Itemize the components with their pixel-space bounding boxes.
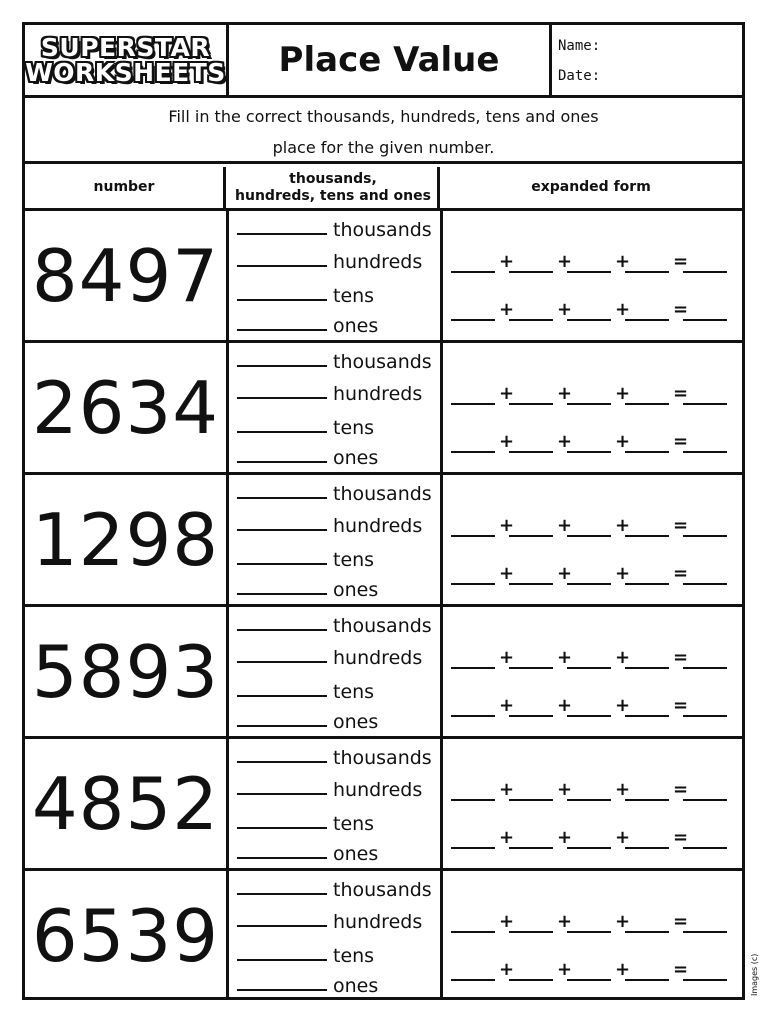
place-value-blanks [229,871,443,1000]
place-line-tens [229,679,440,703]
plus-sign: + [615,827,631,848]
given-number: 1298 [25,475,229,604]
expanded-form-blank[interactable] [451,403,495,405]
equals-sign: = [673,431,689,452]
given-number: 6539 [25,871,229,1000]
expanded-form-equation [451,827,741,853]
worksheet-row [25,607,742,739]
expanded-form-blank[interactable] [683,583,727,585]
equals-sign: = [673,959,689,980]
expanded-form-area [443,607,742,736]
expanded-form-equation [451,911,741,937]
plus-sign: + [499,779,515,800]
expanded-form-blank[interactable] [451,451,495,453]
expanded-form-blank[interactable] [509,535,553,537]
place-line-thousands [229,217,440,241]
place-word: tens [333,681,375,703]
expanded-form-equation [451,299,741,325]
expanded-form-blank[interactable] [451,535,495,537]
expanded-form-blank[interactable] [567,931,611,933]
expanded-form-blank[interactable] [509,451,553,453]
expanded-form-blank[interactable] [683,715,727,717]
place-line-hundreds [229,909,440,933]
expanded-form-blank[interactable] [567,799,611,801]
expanded-form-blank[interactable] [509,931,553,933]
place-word: hundreds [333,383,423,405]
plus-sign: + [557,515,573,536]
answer-blank[interactable] [237,299,327,301]
place-word: tens [333,945,375,967]
plus-sign: + [615,695,631,716]
answer-blank[interactable] [237,461,327,463]
plus-sign: + [499,251,515,272]
expanded-form-equation [451,383,741,409]
answer-blank[interactable] [237,265,327,267]
plus-sign: + [499,299,515,320]
expanded-form-blank[interactable] [683,535,727,537]
expanded-form-area [443,211,742,340]
expanded-form-blank[interactable] [683,403,727,405]
place-line-ones [229,577,440,601]
plus-sign: + [499,911,515,932]
answer-blank[interactable] [237,329,327,331]
plus-sign: + [615,563,631,584]
name-label: Name: [558,38,601,54]
expanded-form-blank[interactable] [683,799,727,801]
plus-sign: + [557,959,573,980]
worksheet-row [25,211,742,343]
answer-blank[interactable] [237,397,327,399]
expanded-form-blank[interactable] [625,799,669,801]
place-word: thousands [333,615,432,637]
answer-blank[interactable] [237,695,327,697]
expanded-form-blank[interactable] [451,271,495,273]
expanded-form-blank[interactable] [683,847,727,849]
answer-blank[interactable] [237,529,327,531]
answer-blank[interactable] [237,661,327,663]
worksheet-row [25,475,742,607]
place-line-hundreds [229,513,440,537]
worksheet-row [25,739,742,871]
name-date-box [552,25,742,95]
instructions-line-1: Fill in the correct thousands, hundreds, tens and ones [168,107,599,126]
place-line-hundreds [229,645,440,669]
plus-sign: + [615,911,631,932]
expanded-form-blank[interactable] [683,451,727,453]
plus-sign: + [615,647,631,668]
date-label: Date: [558,68,601,84]
place-value-blanks [229,607,443,736]
place-word: ones [333,975,379,997]
place-word: hundreds [333,647,423,669]
expanded-form-equation [451,515,741,541]
expanded-form-blank[interactable] [451,667,495,669]
plus-sign: + [499,959,515,980]
expanded-form-area [443,739,742,868]
expanded-form-blank[interactable] [625,667,669,669]
plus-sign: + [499,383,515,404]
column-header-places-line-1: thousands, [289,170,377,187]
expanded-form-blank[interactable] [509,319,553,321]
answer-blank[interactable] [237,857,327,859]
place-line-thousands [229,349,440,373]
plus-sign: + [615,515,631,536]
place-line-tens [229,415,440,439]
expanded-form-blank[interactable] [625,403,669,405]
plus-sign: + [557,911,573,932]
plus-sign: + [615,251,631,272]
equals-sign: = [673,695,689,716]
place-value-blanks [229,343,443,472]
expanded-form-blank[interactable] [625,715,669,717]
place-line-tens [229,943,440,967]
given-number: 8497 [25,211,229,340]
column-header-number: number [25,167,226,208]
plus-sign: + [499,563,515,584]
plus-sign: + [557,779,573,800]
place-line-hundreds [229,777,440,801]
plus-sign: + [557,647,573,668]
expanded-form-area [443,475,742,604]
answer-blank[interactable] [237,431,327,433]
expanded-form-blank[interactable] [625,451,669,453]
expanded-form-blank[interactable] [567,535,611,537]
place-line-tens [229,547,440,571]
place-line-tens [229,811,440,835]
place-line-tens [229,283,440,307]
expanded-form-blank[interactable] [567,583,611,585]
place-line-thousands [229,745,440,769]
expanded-form-blank[interactable] [683,667,727,669]
given-number: 5893 [25,607,229,736]
expanded-form-blank[interactable] [509,667,553,669]
expanded-form-area [443,871,742,1000]
equals-sign: = [673,779,689,800]
plus-sign: + [557,563,573,584]
plus-sign: + [557,383,573,404]
equals-sign: = [673,515,689,536]
expanded-form-blank[interactable] [625,847,669,849]
plus-sign: + [615,779,631,800]
expanded-form-blank[interactable] [567,319,611,321]
answer-blank[interactable] [237,497,327,499]
place-value-blanks [229,475,443,604]
plus-sign: + [615,959,631,980]
answer-blank[interactable] [237,959,327,961]
plus-sign: + [557,299,573,320]
header [25,25,742,98]
place-word: thousands [333,483,432,505]
expanded-form-equation [451,695,741,721]
place-word: tens [333,285,375,307]
expanded-form-blank[interactable] [509,715,553,717]
worksheet-row [25,871,742,1000]
expanded-form-blank[interactable] [451,319,495,321]
page-title: Place Value [229,25,552,95]
place-word: ones [333,315,379,337]
expanded-form-blank[interactable] [451,715,495,717]
place-line-ones [229,445,440,469]
place-word: ones [333,447,379,469]
plus-sign: + [499,431,515,452]
plus-sign: + [499,515,515,536]
column-headers [25,167,742,211]
equals-sign: = [673,911,689,932]
expanded-form-blank[interactable] [567,667,611,669]
place-line-ones [229,313,440,337]
logo-line-2: WORKSHEETS [25,58,226,87]
expanded-form-blank[interactable] [567,271,611,273]
plus-sign: + [557,251,573,272]
plus-sign: + [615,431,631,452]
expanded-form-blank[interactable] [567,979,611,981]
equals-sign: = [673,383,689,404]
expanded-form-blank[interactable] [683,271,727,273]
equals-sign: = [673,827,689,848]
equals-sign: = [673,299,689,320]
plus-sign: + [615,299,631,320]
expanded-form-blank[interactable] [567,715,611,717]
image-credit: Images (c) [750,953,759,996]
expanded-form-blank[interactable] [451,799,495,801]
equals-sign: = [673,251,689,272]
given-number: 4852 [25,739,229,868]
equals-sign: = [673,647,689,668]
given-number: 2634 [25,343,229,472]
expanded-form-equation [451,563,741,589]
expanded-form-blank[interactable] [625,931,669,933]
expanded-form-equation [451,431,741,457]
answer-blank[interactable] [237,989,327,991]
column-header-places-line-2: hundreds, tens and ones [235,187,431,204]
place-word: hundreds [333,779,423,801]
answer-blank[interactable] [237,893,327,895]
plus-sign: + [499,827,515,848]
column-header-expanded: expanded form [531,179,651,195]
place-line-hundreds [229,249,440,273]
place-word: tens [333,417,375,439]
place-word: ones [333,843,379,865]
expanded-form-blank[interactable] [625,979,669,981]
place-word: tens [333,813,375,835]
place-word: ones [333,579,379,601]
place-word: hundreds [333,911,423,933]
column-header-places [229,167,440,208]
expanded-form-equation [451,647,741,673]
worksheet [22,22,745,1000]
expanded-form-blank[interactable] [509,271,553,273]
expanded-form-blank[interactable] [451,979,495,981]
place-word: thousands [333,219,432,241]
answer-blank[interactable] [237,725,327,727]
brand-logo [25,25,229,95]
plus-sign: + [557,431,573,452]
plus-sign: + [499,647,515,668]
expanded-form-blank[interactable] [683,319,727,321]
answer-blank[interactable] [237,365,327,367]
expanded-form-blank[interactable] [625,583,669,585]
place-line-hundreds [229,381,440,405]
place-line-ones [229,973,440,997]
place-word: tens [333,549,375,571]
place-word: thousands [333,351,432,373]
expanded-form-blank[interactable] [567,847,611,849]
logo-line-1: SUPERSTAR [40,33,211,62]
place-value-blanks [229,739,443,868]
plus-sign: + [499,695,515,716]
answer-blank[interactable] [237,925,327,927]
expanded-form-blank[interactable] [509,403,553,405]
place-line-thousands [229,613,440,637]
worksheet-row [25,343,742,475]
expanded-form-blank[interactable] [451,583,495,585]
expanded-form-area [443,343,742,472]
expanded-form-blank[interactable] [509,799,553,801]
expanded-form-blank[interactable] [567,451,611,453]
expanded-form-blank[interactable] [451,931,495,933]
place-word: thousands [333,879,432,901]
equals-sign: = [673,563,689,584]
answer-blank[interactable] [237,827,327,829]
place-word: hundreds [333,515,423,537]
place-line-thousands [229,481,440,505]
place-word: thousands [333,747,432,769]
expanded-form-blank[interactable] [625,319,669,321]
place-word: ones [333,711,379,733]
plus-sign: + [557,695,573,716]
place-line-ones [229,841,440,865]
expanded-form-equation [451,779,741,805]
expanded-form-blank[interactable] [567,403,611,405]
answer-blank[interactable] [237,593,327,595]
plus-sign: + [557,827,573,848]
answer-blank[interactable] [237,629,327,631]
place-word: hundreds [333,251,423,273]
instructions [25,98,742,164]
plus-sign: + [615,383,631,404]
expanded-form-equation [451,251,741,277]
expanded-form-blank[interactable] [451,847,495,849]
expanded-form-blank[interactable] [509,847,553,849]
place-line-thousands [229,877,440,901]
place-line-ones [229,709,440,733]
expanded-form-blank[interactable] [625,535,669,537]
answer-blank[interactable] [237,233,327,235]
expanded-form-blank[interactable] [509,583,553,585]
instructions-line-2: place for the given number. [272,138,495,157]
expanded-form-blank[interactable] [625,271,669,273]
answer-blank[interactable] [237,563,327,565]
answer-blank[interactable] [237,761,327,763]
answer-blank[interactable] [237,793,327,795]
expanded-form-blank[interactable] [683,979,727,981]
expanded-form-blank[interactable] [509,979,553,981]
expanded-form-equation [451,959,741,985]
expanded-form-blank[interactable] [683,931,727,933]
place-value-blanks [229,211,443,340]
